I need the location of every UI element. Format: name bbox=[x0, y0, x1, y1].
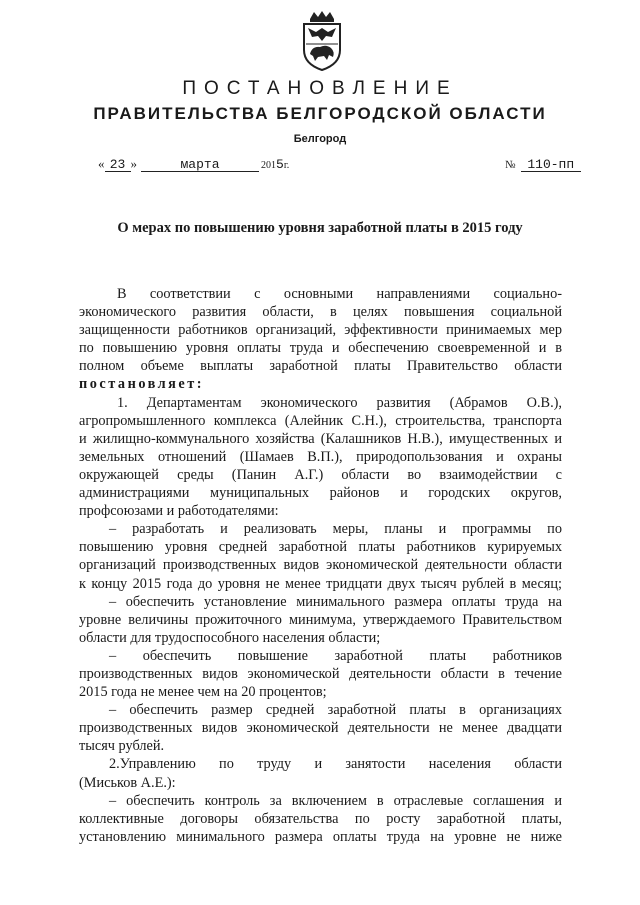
text-line: агропромышленного комплекса (Алейник С.Н.), строительства, транспорта bbox=[79, 412, 562, 429]
text-line: окружающей среды (Панин А.Г.) области во взаимодействии с bbox=[79, 466, 562, 483]
decree-word-text: постановляет: bbox=[79, 376, 205, 393]
text-line: к концу 2015 года до уровня не менее тридцати двух тысяч рублей в месяц; bbox=[79, 575, 562, 592]
text-line: земельных отношений (Шамаев В.П.), природопользования и охраны bbox=[79, 448, 562, 465]
text-line: профсоюзами и работодателями: bbox=[79, 503, 279, 520]
text-line: – обеспечить установление минимального размера оплаты труда на bbox=[109, 593, 562, 610]
text-line: защищенности работников организаций, эффективности принимаемых мер bbox=[79, 322, 562, 339]
text-line: – разработать и реализовать меры, планы и программы по bbox=[109, 521, 562, 538]
text-line: коллективные договоры обязательства по росту заработной платы, bbox=[79, 810, 562, 827]
document-body bbox=[79, 285, 562, 846]
document-type: ПОСТАНОВЛЕНИЕ bbox=[182, 78, 458, 99]
text-line: 2015 года не менее чем на 20 процентов; bbox=[79, 684, 327, 701]
coat-of-arms-icon bbox=[296, 10, 348, 72]
document-date bbox=[98, 156, 289, 172]
text-line: администрациями муниципальных районов и городских округов, bbox=[79, 485, 562, 502]
text-line: тысяч рублей. bbox=[79, 738, 165, 755]
text-line: организаций производственных видов экономической деятельности области bbox=[79, 557, 562, 574]
text-line: повышению уровня средней заработной платы работников курируемых bbox=[79, 539, 562, 556]
city-name: Белгород bbox=[293, 133, 347, 145]
text-line: производственных видов экономической деятельности не менее двадцати bbox=[79, 720, 562, 737]
text-line: – обеспечить размер средней заработной платы в организациях bbox=[109, 702, 562, 719]
text-line: 2.Управлению по труду и занятости населения области bbox=[109, 756, 562, 773]
date-year-prefix: 201 bbox=[261, 160, 276, 171]
issuing-authority: ПРАВИТЕЛЬСТВА БЕЛГОРОДСКОЙ ОБЛАСТИ bbox=[93, 104, 547, 123]
document-title: О мерах по повышению уровня заработной платы в 2015 году bbox=[117, 220, 523, 236]
text-line: (Миськов А.Е.): bbox=[79, 774, 176, 791]
text-line: В соответствии с основными направлениями социально- bbox=[117, 286, 562, 302]
date-close-quote: » bbox=[130, 156, 137, 171]
text-line: полном объеме выплаты заработной платы Правительство области bbox=[79, 358, 562, 375]
document-number bbox=[505, 156, 581, 172]
date-year-end: г. bbox=[283, 160, 290, 171]
text-line: экономического развития области, в целях повышения социальной bbox=[79, 304, 562, 321]
text-line: 1. Департаментам экономического развития (Абрамов О.В.), bbox=[117, 394, 562, 411]
decree-word bbox=[79, 375, 562, 393]
number-value: 110-пп bbox=[521, 158, 581, 172]
text-line: установлению минимального размера оплаты труда на уровне не ниже bbox=[79, 828, 562, 845]
text-line: по повышению уровня оплаты труда и обеспечению своевременной и в bbox=[79, 340, 562, 357]
text-line: производственных видов экономической деятельности области в течение bbox=[79, 665, 562, 682]
text-line: и жилищно-коммунального хозяйства (Калашников Н.В.), имущественных и bbox=[79, 430, 562, 447]
text-line: – обеспечить контроль за включением в отраслевые соглашения и bbox=[109, 792, 562, 809]
text-line: – обеспечить повышение заработной платы работников bbox=[109, 647, 562, 664]
date-month: марта bbox=[141, 158, 259, 172]
number-label: № bbox=[505, 159, 516, 171]
text-line: уровне величины прожиточного минимума, утверждаемого Правительством bbox=[79, 611, 562, 628]
date-year-suffix: 5 bbox=[276, 157, 284, 172]
text-line: области для трудоспособного населения области; bbox=[79, 629, 381, 646]
date-open-quote: « bbox=[98, 156, 105, 171]
date-day: 23 bbox=[105, 158, 131, 172]
